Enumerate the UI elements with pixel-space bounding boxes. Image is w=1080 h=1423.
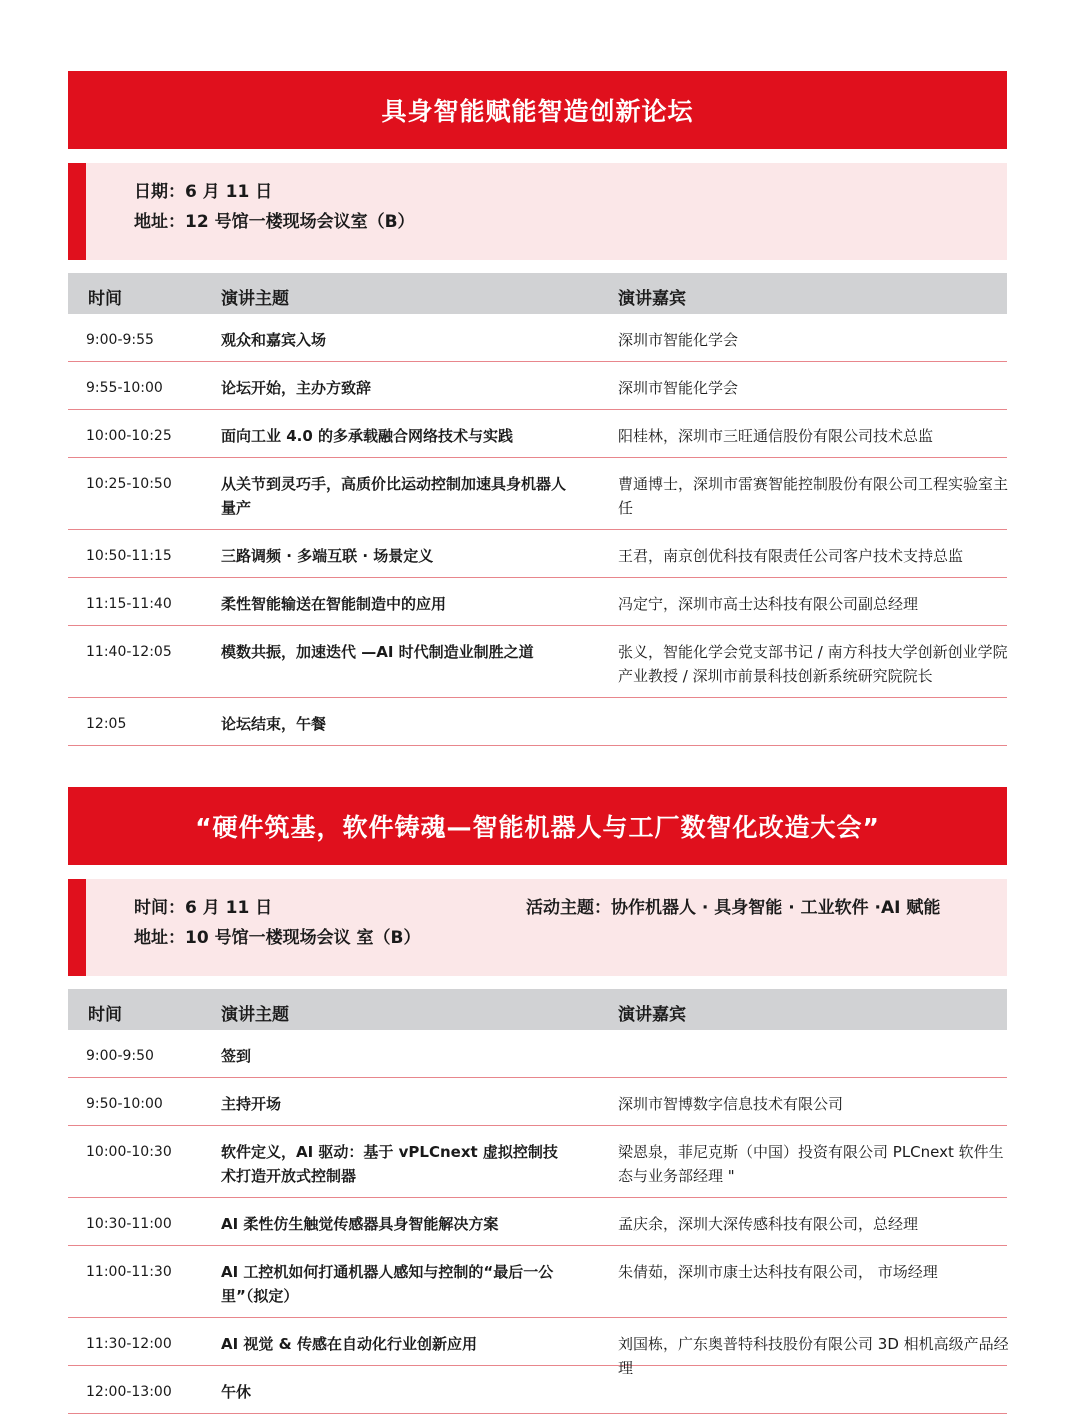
forum-theme: 活动主题：协作机器人 · 具身智能 · 工业软件 ·AI 赋能 [526, 898, 941, 918]
row-speaker: 梁恩泉，菲尼克斯（中国）投资有限公司 PLCnext 软件生态与业务部经理 " [618, 1143, 1004, 1185]
schedule-table [68, 314, 1007, 746]
schedule-table [68, 1030, 1007, 1414]
forum-title-banner [68, 787, 1007, 865]
table-header [68, 989, 1007, 1030]
row-time: 10:00-10:30 [86, 1144, 172, 1160]
table-row [68, 410, 1007, 458]
forum-location: 地址：10 号馆一楼现场会议 室（B） [134, 928, 421, 948]
row-speaker: 冯定宁，深圳市高士达科技有限公司副总经理 [618, 595, 919, 613]
header-time: 时间 [88, 1005, 122, 1025]
row-speaker: 曹通博士，深圳市雷赛智能控制股份有限公司工程实验室主任 [618, 475, 1009, 517]
row-topic: 观众和嘉宾入场 [221, 331, 327, 349]
row-topic: 论坛结束，午餐 [221, 715, 327, 733]
forum-section-1 [68, 71, 1007, 746]
row-time: 11:00-11:30 [86, 1264, 172, 1280]
row-speaker: 深圳市智能化学会 [618, 379, 739, 397]
row-time: 10:00-10:25 [86, 428, 172, 444]
row-topic: 三路调频 · 多端互联 · 场景定义 [221, 547, 434, 565]
row-topic: 主持开场 [221, 1095, 282, 1113]
row-time: 12:05 [86, 716, 127, 732]
row-time: 9:00-9:50 [86, 1048, 154, 1064]
accent-bar [68, 879, 86, 976]
row-time: 11:30-12:00 [86, 1336, 172, 1352]
row-time: 9:50-10:00 [86, 1096, 163, 1112]
row-topic: 签到 [221, 1047, 252, 1065]
forum-info-box [68, 163, 1007, 260]
row-time: 11:15-11:40 [86, 596, 172, 612]
table-row [68, 314, 1007, 362]
table-row [68, 1198, 1007, 1246]
forum-title: 具身智能赋能智造创新论坛 [381, 97, 694, 126]
row-topic: 午休 [221, 1383, 252, 1401]
table-header [68, 273, 1007, 314]
table-row [68, 1030, 1007, 1078]
row-time: 10:30-11:00 [86, 1216, 172, 1232]
table-row [68, 626, 1007, 698]
forum-location: 地址：12 号馆一楼现场会议室（B） [134, 212, 415, 232]
table-row [68, 362, 1007, 410]
header-speaker: 演讲嘉宾 [618, 289, 686, 309]
header-topic: 演讲主题 [221, 1005, 289, 1025]
table-row [68, 458, 1007, 530]
row-topic: 软件定义，AI 驱动：基于 vPLCnext 虚拟控制技术打造开放式控制器 [221, 1143, 558, 1185]
row-topic: 面向工业 4.0 的多承载融合网络技术与实践 [221, 427, 514, 445]
row-time: 11:40-12:05 [86, 644, 172, 660]
row-speaker: 阳桂林，深圳市三旺通信股份有限公司技术总监 [618, 427, 934, 445]
row-topic: AI 柔性仿生触觉传感器具身智能解决方案 [221, 1215, 499, 1233]
row-speaker: 深圳市智能化学会 [618, 331, 739, 349]
table-row [68, 1078, 1007, 1126]
forum-info-box [68, 879, 1007, 976]
row-speaker: 深圳市智博数字信息技术有限公司 [618, 1095, 844, 1113]
accent-bar [68, 163, 86, 260]
table-row [68, 1246, 1007, 1318]
row-speaker: 朱倩茹，深圳市康士达科技有限公司， 市场经理 [618, 1263, 938, 1281]
header-speaker: 演讲嘉宾 [618, 1005, 686, 1025]
row-topic: AI 工控机如何打通机器人感知与控制的“最后一公里”（拟定） [221, 1263, 554, 1305]
row-time: 10:50-11:15 [86, 548, 172, 564]
forum-section-2 [68, 787, 1007, 1414]
row-topic: 从关节到灵巧手，高质价比运动控制加速具身机器人量产 [221, 475, 567, 517]
row-topic: 柔性智能输送在智能制造中的应用 [221, 595, 447, 613]
row-speaker: 刘国栋，广东奥普特科技股份有限公司 3D 相机高级产品经理 [618, 1335, 1009, 1377]
forum-date: 日期：6 月 11 日 [134, 182, 273, 202]
row-speaker: 张义，智能化学会党支部书记 / 南方科技大学创新创业学院产业教授 / 深圳市前景科技创新系统研究院院长 [618, 643, 1008, 685]
row-topic: AI 视觉 & 传感在自动化行业创新应用 [221, 1335, 477, 1353]
row-topic: 模数共振，加速迭代 —AI 时代制造业制胜之道 [221, 643, 534, 661]
row-time: 10:25-10:50 [86, 476, 172, 492]
forum-title-banner [68, 71, 1007, 149]
forum-title: “硬件筑基，软件铸魂—智能机器人与工厂数智化改造大会” [195, 813, 880, 842]
header-topic: 演讲主题 [221, 289, 289, 309]
table-row [68, 530, 1007, 578]
row-time: 9:00-9:55 [86, 332, 154, 348]
row-time: 9:55-10:00 [86, 380, 163, 396]
row-topic: 论坛开始，主办方致辞 [221, 379, 372, 397]
row-speaker: 王君，南京创优科技有限责任公司客户技术支持总监 [618, 547, 964, 565]
table-row [68, 698, 1007, 746]
table-row [68, 578, 1007, 626]
row-speaker: 孟庆余，深圳大深传感科技有限公司，总经理 [618, 1215, 919, 1233]
table-row [68, 1126, 1007, 1198]
row-time: 12:00-13:00 [86, 1384, 172, 1400]
table-row [68, 1318, 1009, 1377]
header-time: 时间 [88, 289, 122, 309]
forum-time: 时间：6 月 11 日 [134, 898, 273, 918]
table-row [68, 1366, 1007, 1414]
